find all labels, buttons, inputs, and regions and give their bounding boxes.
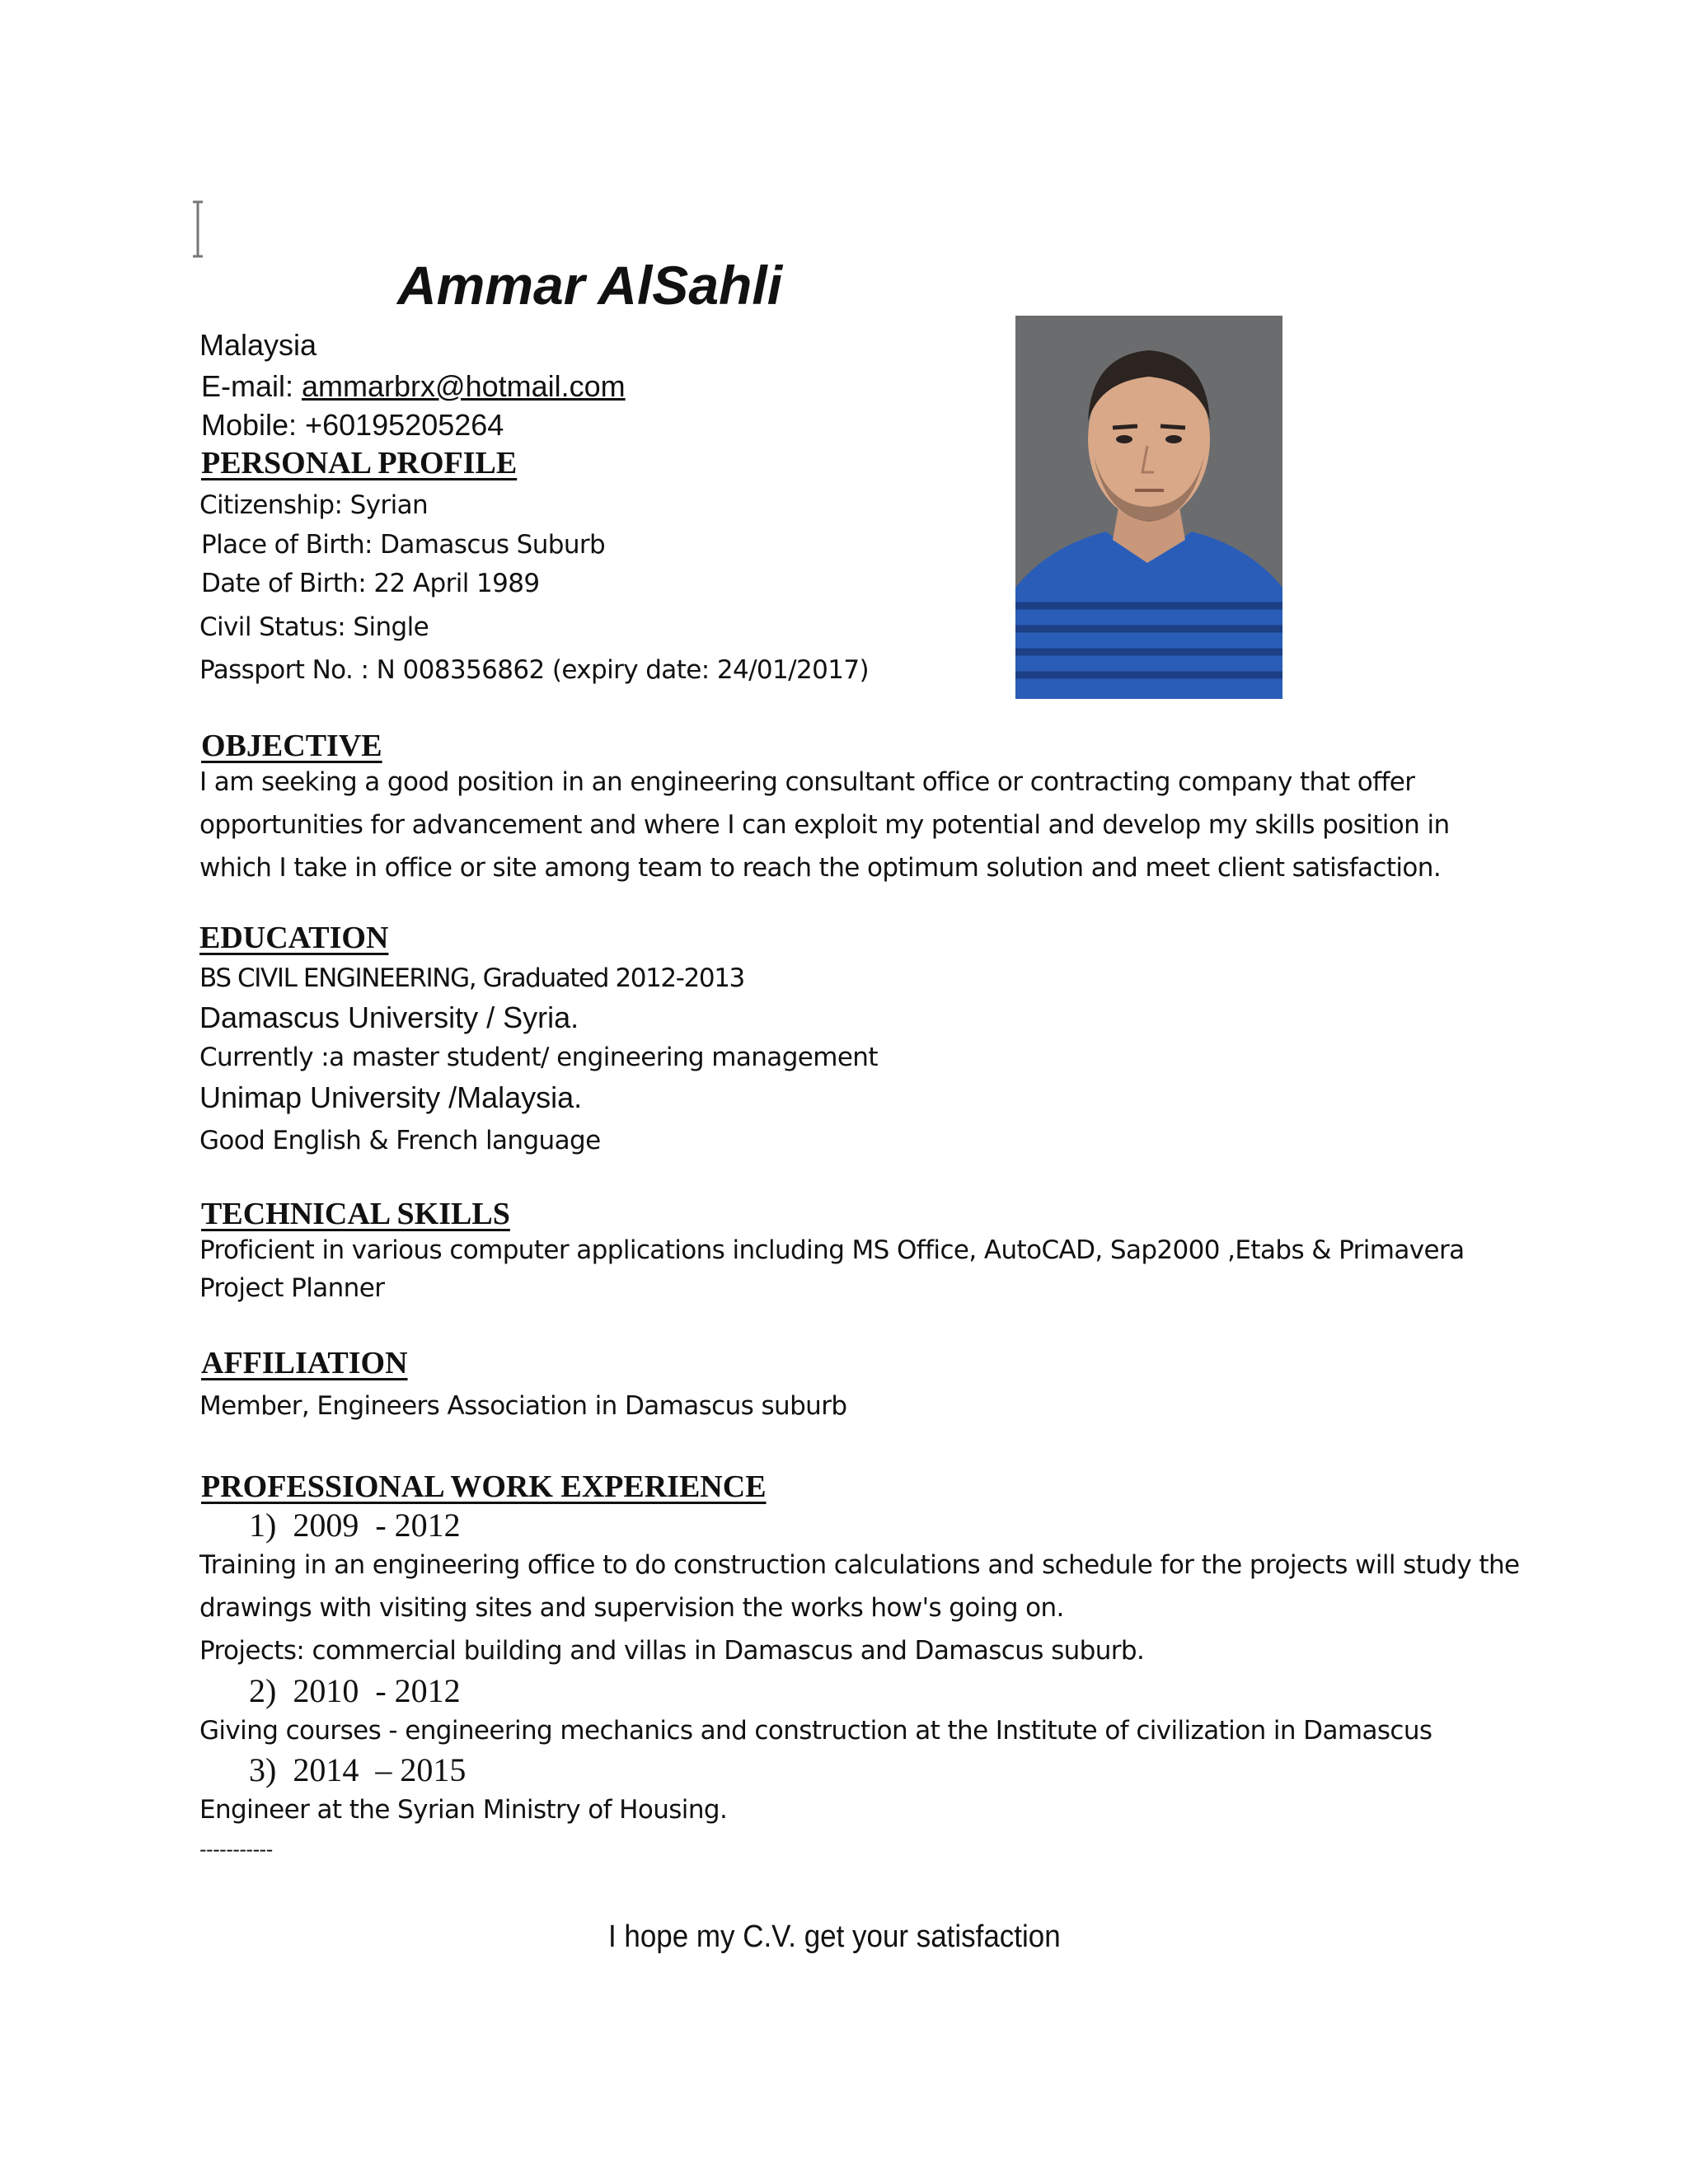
citizenship: Citizenship: Syrian [199,490,429,520]
profile-photo [1015,316,1282,699]
closing-line: I hope my C.V. get your satisfaction [608,1919,1061,1954]
mobile: Mobile: +60195205264 [201,408,504,442]
university-unimap: Unimap University /Malaysia. [199,1080,583,1114]
email-link[interactable]: ammarbrx@hotmail.com [302,369,626,403]
education-heading: EDUCATION [199,921,389,955]
email-label: E-mail: [201,369,302,403]
objective-text: I am seeking a good position in an engineering consultant office or contracting company that offer opportunities for advancement and where I can exploit my potential and develop my skills position in which I take in office or site among team to reach the optimum solution and meet client satisfaction. [199,767,1450,883]
current-study: Currently :a master student/ engineering management [199,1043,878,1072]
experience-3-line-1: Engineer at the Syrian Ministry of Housing. [199,1795,728,1825]
experience-3-period: 3) 2014 – 2015 [249,1751,467,1788]
affiliation-text: Member, Engineers Association in Damascus suburb [199,1391,847,1421]
text-cursor-icon [192,200,204,258]
experience-2-period: 2) 2010 - 2012 [249,1672,461,1709]
affiliation-heading: AFFILIATION [201,1346,408,1380]
date-of-birth: Date of Birth: 22 April 1989 [201,569,540,598]
location: Malaysia [199,328,317,362]
passport: Passport No. : N 008356862 (expiry date: 24/01/2017) [199,655,869,685]
experience-heading: PROFESSIONAL WORK EXPERIENCE [201,1469,767,1504]
degree: BS CIVIL ENGINEERING, Graduated 2012-2013 [199,963,744,993]
technical-skills-text: Proficient in various computer applications including MS Office, AutoCAD, Sap2000 ,Etabs & Primavera Project Planner [199,1235,1465,1303]
experience-2-line-1: Giving courses - engineering mechanics and construction at the Institute of civilization in Damascus [199,1716,1432,1746]
objective-heading: OBJECTIVE [201,729,382,763]
civil-status: Civil Status: Single [199,612,429,642]
separator: ----------- [199,1838,273,1861]
experience-1-line-3: Projects: commercial building and villas in Damascus and Damascus suburb. [199,1636,1145,1666]
university-damascus: Damascus University / Syria. [199,1001,579,1034]
email-line [201,369,626,404]
candidate-name: Ammar AlSahli [397,255,783,316]
languages: Good English & French language [199,1126,601,1155]
personal-profile-heading: PERSONAL PROFILE [201,446,518,480]
technical-skills-heading: TECHNICAL SKILLS [201,1197,510,1231]
experience-1-line-2: drawings with visiting sites and supervision the works how's going on. [199,1593,1064,1623]
place-of-birth: Place of Birth: Damascus Suburb [201,530,606,560]
experience-1-line-1: Training in an engineering office to do construction calculations and schedule for the projects will study the [199,1550,1520,1580]
experience-1-period: 1) 2009 - 2012 [249,1507,461,1544]
